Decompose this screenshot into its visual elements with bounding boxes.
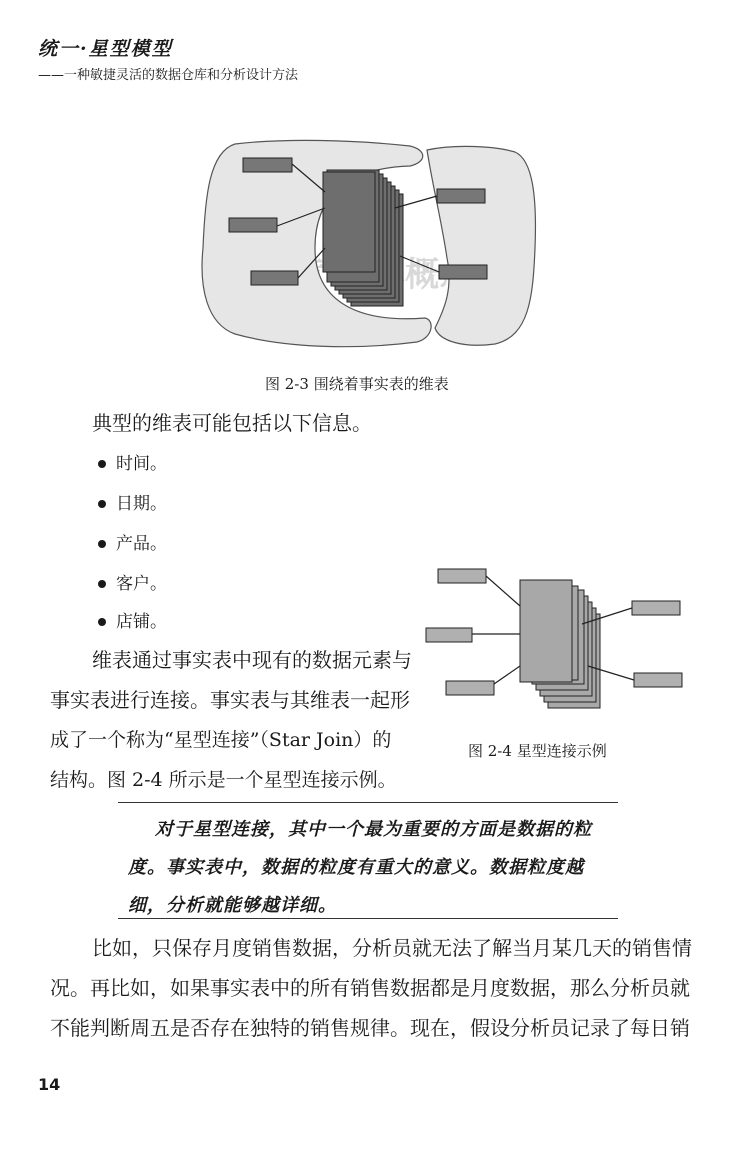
dimension-box (632, 601, 680, 615)
figure-2-3-diagram (195, 138, 540, 358)
figure-2-4-caption: 图 2-4 星型连接示例 (468, 742, 607, 760)
body-line: 不能判断周五是否存在独特的销售规律。现在，假设分析员记录了每日销 (50, 1016, 690, 1040)
note-line: 度。事实表中，数据的粒度有重大的意义。数据粒度越 (128, 857, 584, 878)
dimension-box (243, 158, 292, 172)
body-line: 成了一个称为“星型连接”（Star Join）的 (50, 729, 392, 751)
dimension-box (438, 569, 486, 583)
list-item: 客户。 (98, 569, 167, 594)
note-top-rule (118, 802, 618, 803)
note-line: 细，分析就能够越详细。 (128, 895, 337, 916)
body-line: 比如，只保存月度销售数据，分析员就无法了解当月某几天的销售情 (92, 936, 692, 960)
figure-2-3-caption: 图 2-3 围绕着事实表的维表 (265, 375, 449, 393)
page-number: 14 (38, 1075, 61, 1094)
figure-2-4-diagram (420, 562, 685, 722)
fact-table-stack (323, 170, 403, 306)
list-item: 时间。 (98, 449, 167, 474)
body-line: 维表通过事实表中现有的数据元素与 (92, 648, 412, 672)
dimension-box (229, 218, 277, 232)
dimension-box (437, 189, 485, 203)
bullet-icon (98, 580, 106, 588)
bullet-icon (98, 618, 106, 626)
intro-text: 典型的维表可能包括以下信息。 (92, 411, 372, 435)
book-title: 统一·星型模型 (38, 38, 173, 60)
note-bottom-rule (118, 918, 618, 919)
list-item: 日期。 (98, 489, 167, 514)
book-subtitle: ——一种敏捷灵活的数据仓库和分析设计方法 (38, 68, 299, 83)
bullet-icon (98, 540, 106, 548)
bullet-icon (98, 460, 106, 468)
body-line: 事实表进行连接。事实表与其维表一起形 (50, 688, 410, 712)
dimension-box (251, 271, 298, 285)
list-item: 店铺。 (98, 607, 167, 632)
right-dimension-blob (427, 146, 535, 345)
dimension-box (426, 628, 472, 642)
note-line: 对于星型连接，其中一个最为重要的方面是数据的粒 (155, 819, 592, 840)
dimension-box (446, 681, 494, 695)
body-line: 况。再比如，如果事实表中的所有销售数据都是月度数据，那么分析员就 (50, 976, 690, 1000)
bullet-icon (98, 500, 106, 508)
watermark-text: 基本概念 (337, 255, 474, 295)
list-item: 产品。 (98, 529, 167, 554)
dimension-box (634, 673, 682, 687)
body-line: 结构。图 2-4 所示是一个星型连接示例。 (50, 769, 397, 791)
fact-table-stack (520, 580, 600, 708)
dimension-box (439, 265, 487, 279)
